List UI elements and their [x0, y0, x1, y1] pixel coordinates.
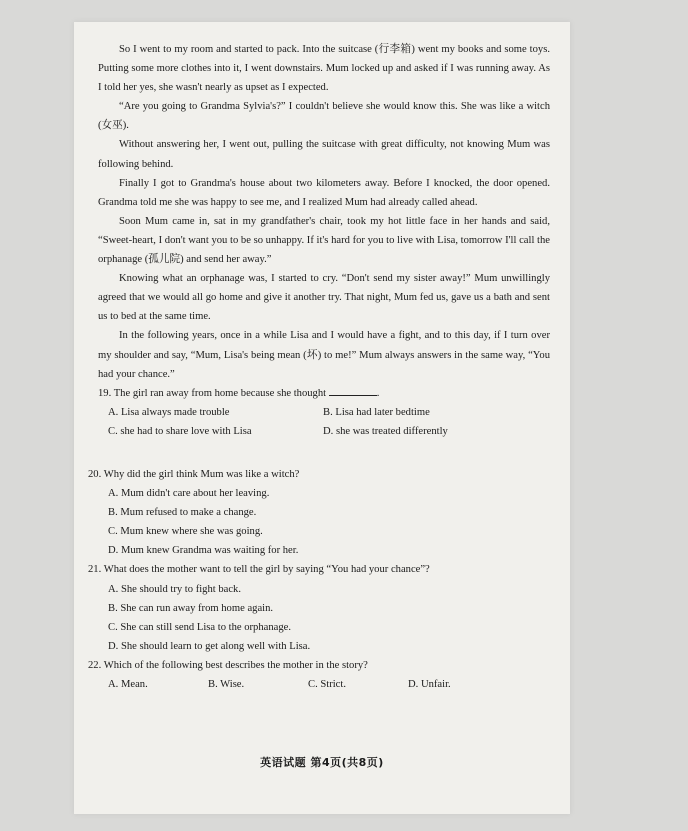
question-20-stem: 20. Why did the girl think Mum was like a witch? [88, 468, 300, 480]
answer-blank [329, 385, 377, 396]
question-22-options [108, 675, 550, 694]
passage-paragraph: Finally I got to Grandma's house about two kilometers away. Before I knocked, the door opened. Grandma told me she was happy to see me, and I realized Mum had already called ahead. [98, 177, 550, 208]
spacer [98, 441, 550, 465]
option-b: B. She can run away from home again. [108, 602, 274, 614]
passage-paragraph: Knowing what an orphanage was, I started to cry. “Don't send my sister away!” Mum unwillingly agreed that we would all go home and give it another try. That night, Mum fed us, gave us a bath and sent us to bed at the same time. [98, 273, 550, 323]
page-footer: 英语试题 第4页(共8页) [260, 756, 384, 769]
question-19 [98, 384, 550, 403]
option-a: A. Mean. [108, 679, 148, 690]
option-c: C. she had to share love with Lisa [108, 425, 252, 437]
question-19-stem: 19. The girl ran away from home because she thought [98, 387, 327, 399]
option-d: D. Unfair. [408, 679, 451, 690]
passage-paragraph: “Are you going to Grandma Sylvia's?” I couldn't believe she would know this. She was like a witch (女巫). [98, 101, 550, 132]
option-b: B. Mum refused to make a change. [108, 507, 257, 519]
exam-page [74, 22, 570, 814]
question-19-options-row-1 [108, 403, 550, 422]
option-d: D. she was treated differently [323, 425, 448, 437]
option-a: A. She should try to fight back. [108, 583, 241, 595]
question-19-options-row-2 [108, 422, 550, 441]
passage-paragraph: Without answering her, I went out, pulling the suitcase with great difficulty, not knowing Mum was following behind. [98, 139, 550, 170]
passage-paragraph: In the following years, once in a while Lisa and I would have a fight, and to this day, if I turn over my shoulder and say, “Mum, Lisa's being mean (坏) to me!” Mum always answers in the same way, “You had your chance.” [98, 330, 550, 380]
option-c: C. Strict. [308, 679, 346, 690]
question-21-stem: 21. What does the mother want to tell the girl by saying “You had your chance”? [88, 564, 430, 576]
passage-paragraph: Soon Mum came in, sat in my grandfather's chair, took my hot little face in her hands and said, “Sweet-heart, I don't want you to be so unhappy. If it's hard for you to live with Lisa, tomorrow I'll call the orphanage (孤儿院) and send her away.” [98, 215, 550, 266]
option-d: D. She should learn to get along well with Lisa. [108, 640, 311, 652]
passage-paragraph: So I went to my room and started to pack. Into the suitcase (行李箱) went my books and some toys. Putting some more clothes into it, I went downstairs. Mum locked up and asked if I was running away. As I told her yes, she wasn't nearly as upset as I expected. [98, 44, 550, 94]
option-c: C. Mum knew where she was going. [108, 526, 263, 538]
option-a: A. Lisa always made trouble [108, 406, 230, 418]
option-b: B. Wise. [208, 679, 245, 690]
exam-content [88, 40, 550, 694]
option-d: D. Mum knew Grandma was waiting for her. [108, 545, 299, 557]
option-b: B. Lisa had later bedtime [323, 406, 430, 418]
question-19-stem-end: . [376, 387, 380, 399]
question-22-stem: 22. Which of the following best describes the mother in the story? [88, 659, 368, 671]
option-a: A. Mum didn't care about her leaving. [108, 488, 270, 500]
option-c: C. She can still send Lisa to the orphanage. [108, 621, 291, 633]
